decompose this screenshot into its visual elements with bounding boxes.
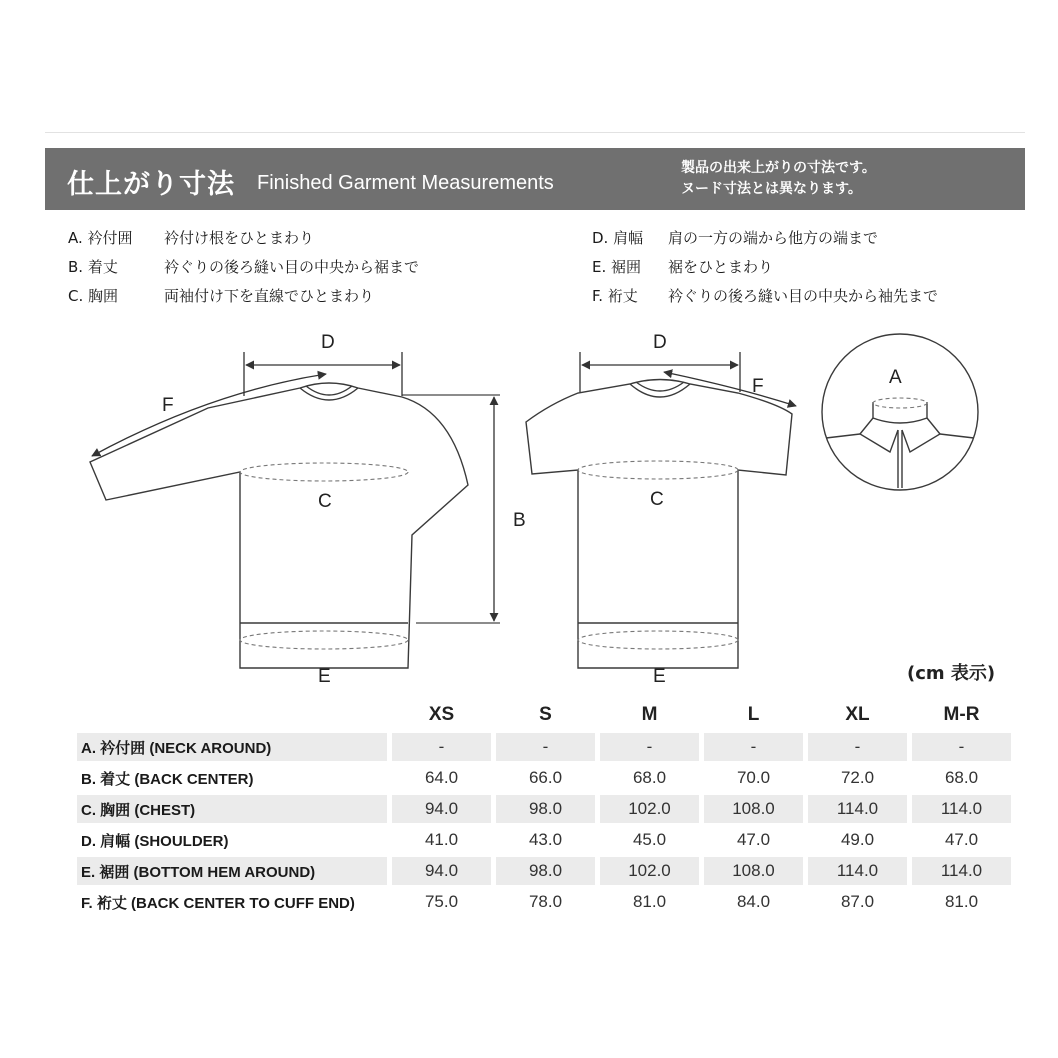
table-cell: 66.0 (528, 768, 563, 787)
table-row (77, 888, 1011, 916)
table-row (77, 795, 1011, 823)
table-cell: 94.0 (392, 857, 491, 885)
size-header: L (747, 704, 760, 725)
size-header: M-R (943, 704, 980, 725)
table-cell: - (912, 733, 1011, 761)
table-cell: 102.0 (600, 795, 699, 823)
collar-detail-neckband (873, 402, 927, 423)
table-cell: 41.0 (424, 830, 459, 849)
label-d-short: D (653, 332, 667, 353)
definition-text: 両袖付け下を直線でひとまわり (164, 287, 375, 305)
table-cell: 43.0 (528, 830, 563, 849)
table-cell: 49.0 (840, 830, 875, 849)
size-header: S (539, 704, 552, 725)
definition-key: D. 肩幅 (592, 229, 644, 247)
table-cell: 47.0 (944, 830, 979, 849)
neck-measure-ellipse (873, 398, 927, 408)
size-table (72, 697, 1016, 919)
table-cell: 114.0 (912, 795, 1011, 823)
collar-detail-shoulder-left (826, 434, 860, 438)
row-label: B. 着丈 (BACK CENTER) (81, 770, 254, 788)
table-cell: - (808, 733, 907, 761)
definition-text: 衿ぐりの後ろ縫い目の中央から裾まで (164, 258, 420, 276)
definition-key: A. 衿付囲 (68, 229, 133, 247)
title-en: Finished Garment Measurements (257, 172, 554, 194)
sleeve-length-arrow-long (92, 374, 326, 456)
table-cell: 98.0 (496, 795, 595, 823)
table-cell: 75.0 (424, 892, 459, 911)
table-row (77, 857, 1011, 885)
size-header: M (641, 704, 658, 725)
label-c-short: C (650, 489, 664, 510)
table-cell: 108.0 (704, 795, 803, 823)
row-label: F. 裄丈 (BACK CENTER TO CUFF END) (81, 894, 355, 912)
header-note-line-2: ヌード寸法とは異なります。 (681, 181, 862, 197)
table-cell: - (600, 733, 699, 761)
definition-text: 肩の一方の端から他方の端まで (668, 229, 879, 247)
table-cell: 64.0 (424, 768, 459, 787)
table-cell: 102.0 (600, 857, 699, 885)
unit-note: (cm 表示) (907, 663, 996, 684)
definition-text: 衿ぐりの後ろ縫い目の中央から袖先まで (668, 287, 939, 305)
definition-key: F. 裄丈 (592, 287, 638, 305)
table-row (77, 764, 1011, 792)
hem-measure-ellipse-long (240, 631, 408, 649)
table-cell: 47.0 (736, 830, 771, 849)
title-jp: 仕上がり寸法 (67, 169, 235, 200)
table-cell: 81.0 (632, 892, 667, 911)
collar-detail-shoulder-right (940, 434, 974, 438)
label-e-long: E (318, 666, 331, 687)
definition-text: 裾をひとまわり (668, 258, 774, 276)
collar-detail-placket (898, 430, 902, 488)
long-sleeve-collar-inner (306, 386, 352, 395)
definition-key: C. 胸囲 (68, 287, 119, 305)
definition-text: 衿付け根をひとまわり (164, 229, 315, 247)
label-a: A (889, 367, 902, 388)
table-cell: 70.0 (736, 768, 771, 787)
table-cell: 68.0 (944, 768, 979, 787)
size-header-row (77, 700, 1011, 730)
table-cell: - (392, 733, 491, 761)
hem-measure-ellipse-short (578, 631, 738, 649)
row-label: C. 胸囲 (CHEST) (77, 795, 387, 823)
table-cell: 94.0 (392, 795, 491, 823)
table-cell: 72.0 (840, 768, 875, 787)
table-cell: 87.0 (840, 892, 875, 911)
definition-key: B. 着丈 (68, 258, 118, 276)
table-cell: 114.0 (808, 857, 907, 885)
table-cell: 68.0 (632, 768, 667, 787)
table-cell: 81.0 (944, 892, 979, 911)
table-cell: - (704, 733, 803, 761)
label-d-long: D (321, 332, 335, 353)
table-cell: 114.0 (808, 795, 907, 823)
row-label: A. 衿付囲 (NECK AROUND) (77, 733, 387, 761)
size-header: XL (845, 704, 870, 725)
row-label: E. 裾囲 (BOTTOM HEM AROUND) (77, 857, 387, 885)
table-cell: 114.0 (912, 857, 1011, 885)
table-row (77, 826, 1011, 854)
table-cell: 78.0 (528, 892, 563, 911)
short-sleeve-collar-inner (636, 382, 684, 391)
label-c-long: C (318, 491, 332, 512)
table-cell: - (496, 733, 595, 761)
definition-key: E. 裾囲 (592, 258, 642, 276)
row-label: D. 肩幅 (SHOULDER) (81, 832, 229, 850)
long-sleeve-collar (300, 388, 358, 400)
table-cell: 84.0 (736, 892, 771, 911)
size-header-corner (77, 700, 387, 730)
label-f-long: F (162, 395, 174, 416)
collar-detail-circle (822, 334, 978, 490)
label-b: B (513, 510, 526, 531)
chest-measure-ellipse-long (240, 463, 408, 481)
chest-measure-ellipse-short (578, 461, 738, 479)
long-sleeve-shirt-outline (90, 383, 468, 668)
table-cell: 98.0 (496, 857, 595, 885)
label-f-short: F (752, 376, 764, 397)
table-cell: 108.0 (704, 857, 803, 885)
label-e-short: E (653, 666, 666, 687)
table-cell: 45.0 (632, 830, 667, 849)
size-header: XS (428, 704, 455, 725)
short-sleeve-shirt-outline (526, 380, 792, 669)
header-note-line-1: 製品の出来上がりの寸法です。 (681, 160, 876, 176)
table-row (77, 733, 1011, 761)
